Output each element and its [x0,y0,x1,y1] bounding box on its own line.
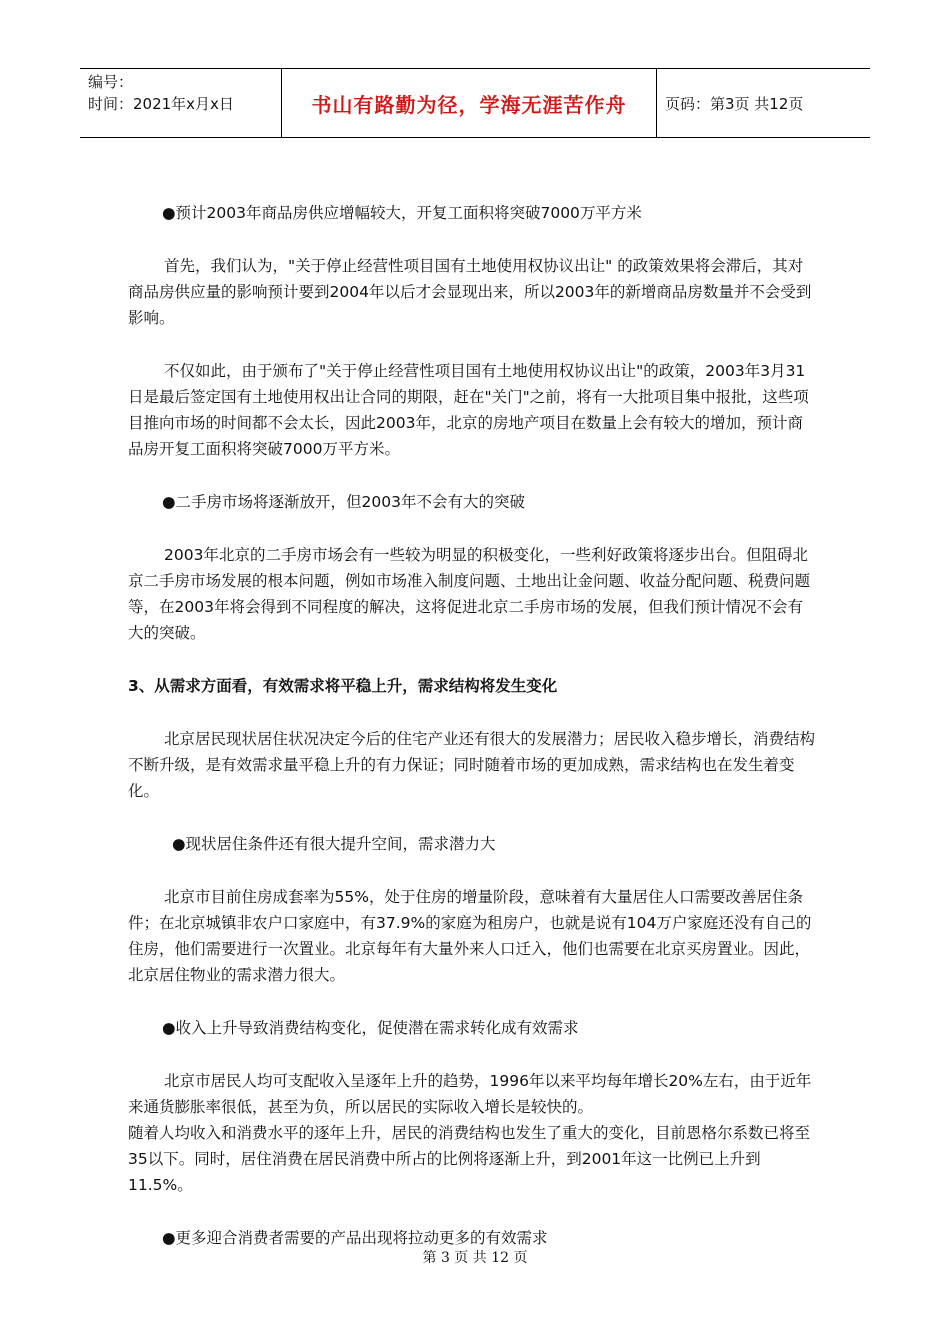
header-page-label: 页码：第3页 共12页 [665,94,804,113]
header-page-cell [657,69,870,137]
header-meta [80,69,282,137]
paragraph-second-hand-market: 2003年北京的二手房市场会有一些较为明显的积极变化，一些利好政策将逐步出台。但阻碍北京二手房市场发展的根本问题，例如市场准入制度问题、土地出让金问题、收益分配问题、税费问题等，在2003年将会得到不同程度的解决，这将促进北京二手房市场的发展，但我们预计情况不会有大的突破。 [128,546,811,642]
bullet-income: ●收入上升导致消费结构变化，促使潜在需求转化成有效需求 [162,1019,579,1037]
paragraph-demand-overview: 北京居民现状居住状况决定今后的住宅产业还有很大的发展潜力；居民收入稳步增长，消费结构不断升级，是有效需求量平稳上升的有力保证；同时随着市场的更加成熟，需求结构也在发生着变化。 [128,730,816,800]
header-motto: 书山有路勤为径，学海无涯苦作舟 [311,92,627,117]
section-heading-demand: 3、从需求方面看，有效需求将平稳上升，需求结构将发生变化 [128,677,558,695]
bullet-second-hand: ●二手房市场将逐渐放开，但2003年不会有大的突破 [162,493,525,511]
paragraph-project-approval: 不仅如此，由于颁布了"关于停止经营性项目国有土地使用权协议出让"的政策，2003年3月31日是最后签定国有土地使用权出让合同的期限，赶在"关门"之前，将有一大批项目集中报批，这些项目推向市场的时间都不会太长，因此2003年，北京的房地产项目在数量上会有较大的增加，预计商品房开复工面积将突破7000万平方米。 [128,362,809,458]
document-date-label: 时间：2021年x月x日 [88,95,234,113]
paragraph-policy-lag: 首先，我们认为，"关于停止经营性项目国有土地使用权协议出让" 的政策效果将会滞后，其对商品房供应量的影响预计要到2004年以后才会显现出来，所以2003年的新增商品房数量并不会受到影响。 [128,257,812,327]
paragraph-housing-ratio: 北京市目前住房成套率为55%，处于住房的增量阶段，意味着有大量居住人口需要改善居住条件；在北京城镇非农户口家庭中，有37.9%的家庭为租房户，也就是说有104万户家庭还没有自己的住房，他们需要进行一次置业。北京每年有大量外来人口迁入，他们也需要在北京买房置业。因此，北京居住物业的需求潜力很大。 [128,888,812,984]
header-motto-cell [282,69,657,137]
paragraph-income-growth: 北京市居民人均可支配收入呈逐年上升的趋势，1996年以来平均每年增长20%左右，由于近年来通货膨胀率很低，甚至为负，所以居民的实际收入增长是较快的。 [128,1072,812,1116]
bullet-products: ●更多迎合消费者需要的产品出现将拉动更多的有效需求 [162,1229,548,1247]
document-number-label: 编号： [88,73,134,91]
page-footer: 第 3 页 共 12 页 [422,1250,528,1266]
page-header [80,68,870,138]
bullet-supply: ●预计2003年商品房供应增幅较大，开复工面积将突破7000万平方米 [162,204,642,222]
document-body [128,200,818,1251]
bullet-living-conditions: ●现状居住条件还有很大提升空间，需求潜力大 [172,835,496,853]
paragraph-consumption-structure: 随着人均收入和消费水平的逐年上升，居民的消费结构也发生了重大的变化，目前恩格尔系数已将至35以下。同时，居住消费在居民消费中所占的比例将逐渐上升，到2001年这一比例已上升到11.5%。 [128,1124,811,1194]
